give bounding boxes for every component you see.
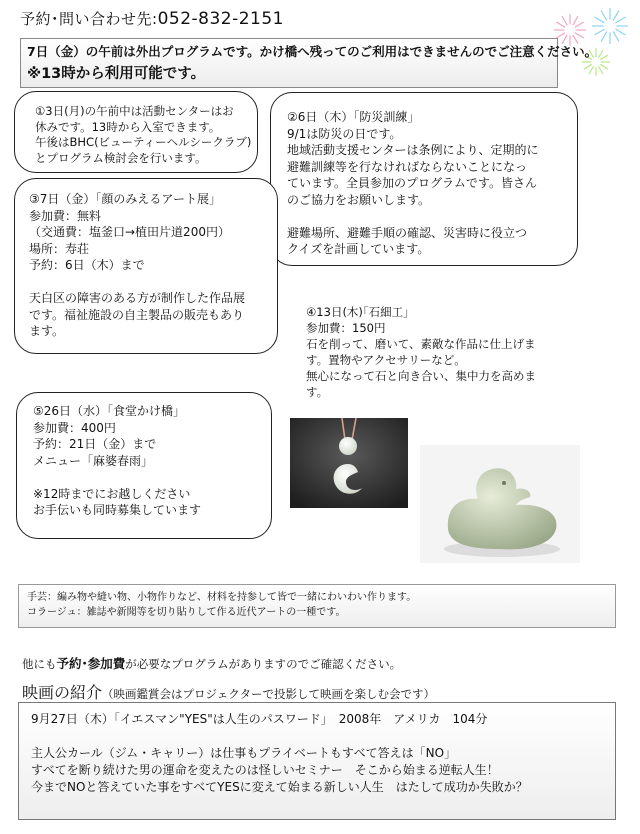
event-1-line: 午後はBHC(ビューティーヘルシークラブ) xyxy=(35,135,252,149)
event-2-line: 9/1は防災の日です。 xyxy=(287,126,402,141)
event-5-line: 参加費：400円 xyxy=(33,420,116,435)
movie-heading-title: 映画の紹介 xyxy=(22,683,103,702)
event-2-line: 避難訓練等を行なければならないことになっ xyxy=(287,159,528,174)
event-5-line: 予約：21日（金）まで xyxy=(33,437,157,451)
event-5-line xyxy=(33,469,263,486)
event-3-line: 天白区の障害のある方が制作した作品展 xyxy=(29,291,246,305)
movie-line2: 主人公カール（ジム・キャリー）は仕事もプライベートもすべて答えは「NO」 xyxy=(31,746,457,760)
event-2-bubble xyxy=(270,92,578,266)
event-3-line: （交通費：塩釜口→植田片道200円） xyxy=(29,225,230,239)
movie-line4: 今までNOと答えていた事をすべてYESに変えて始まる新しい人生 はたして成功か失敗か？ xyxy=(31,780,528,794)
notes-line2: コラージュ：雑誌や新聞等を切り貼りして作る近代アートの一種です。 xyxy=(27,607,346,618)
event-1-line: 休みです。13時から入室できます。 xyxy=(35,119,221,134)
event-4-title: ④13日(木)｢石細工｣ xyxy=(306,305,409,319)
movie-heading xyxy=(22,680,435,703)
notice-line2: ※13時から利用可能です。 xyxy=(27,66,206,82)
event-3-line: 参加費：無料 xyxy=(29,208,102,223)
event-2-line xyxy=(287,208,567,225)
event-5-title: ⑤26日（水）「食堂かけ橋」 xyxy=(33,404,186,418)
event-4-line: 石を削って、磨いて、素敵な作品に仕上げま xyxy=(306,337,536,351)
event-2-line: 地域活動支援センターは条例により、定期的に xyxy=(287,143,539,157)
event-4-line: 無心になって石と向き合い、集中力を高めま xyxy=(306,369,536,383)
event-4-line: 参加費：150円 xyxy=(306,321,386,335)
event-5-line: メニュー「麻婆春雨」 xyxy=(33,453,154,468)
contact-number: 052-832-2151 xyxy=(157,9,284,29)
event-3-line: 予約：6日（木）まで xyxy=(29,258,145,272)
stone-duck-photo xyxy=(420,445,580,563)
contact-info xyxy=(20,8,284,29)
event-3-title: ③7日（金）「顔のみえるアート展」 xyxy=(29,192,222,206)
event-5-line: ※12時までにお越しください xyxy=(33,486,191,501)
event-4-line: す。置物やアクセサリーなど。 xyxy=(306,353,466,367)
event-4-line: す。 xyxy=(306,385,329,399)
other-suffix: が必要なプログラムがありますのでご確認ください。 xyxy=(125,657,402,671)
event-3-line: ます。 xyxy=(29,324,65,338)
movie-heading-note: （映画鑑賞会はプロジェクターで投影して映画を楽しむ会です） xyxy=(102,687,436,701)
event-3-line: です。福祉施設の自主製品の販売もあり xyxy=(29,307,245,322)
event-2-title: ②6日（木）「防災訓練」 xyxy=(287,110,420,124)
event-2-line: のご協力をお願いします。 xyxy=(287,192,431,207)
movie-line3: すべてを断り続けた男の運命を変えたのは怪しいセミナー そこから始まる逆転人生！ xyxy=(31,763,499,777)
event-5-line: お手伝いも同時募集しています xyxy=(33,503,202,517)
stone-pendant-photo xyxy=(290,418,408,508)
contact-label: 予約･問い合わせ先: xyxy=(20,10,158,28)
movie-box xyxy=(18,702,616,820)
event-3-line xyxy=(29,274,269,291)
event-1-line: ①3日(月)の午前中は活動センターはお xyxy=(35,104,234,118)
other-programs-text xyxy=(22,654,401,672)
notes-line1: 手芸：編み物や縫い物、小物作りなど、材料を持参して皆で一緒にわいわい作ります。 xyxy=(27,592,417,603)
other-prefix: 他にも xyxy=(22,657,57,671)
movie-line1: 9月27日（木）「イエスマン"YES"は人生のパスワード」 2008年 アメリカ 104分 xyxy=(31,712,488,726)
notes-box xyxy=(18,584,616,628)
other-bold: 予約･参加費 xyxy=(56,656,126,671)
event-2-line: クイズを計画しています。 xyxy=(287,242,430,256)
event-3-line: 場所：寿荘 xyxy=(29,241,90,256)
event-2-line: ています。全員参加のプログラムです。皆さん xyxy=(287,176,537,190)
notice-line1: 7日（金）の午前は外出プログラムです。かけ橋へ残ってのご利用はできませんのでご注意ください。 xyxy=(27,44,598,59)
event-1-line: とプログラム検討会を行います。 xyxy=(35,150,207,165)
event-2-line: 避難場所、避難手順の確認、災害時に役立つ xyxy=(287,225,528,240)
event-1-bubble xyxy=(14,91,258,173)
event-3-bubble xyxy=(14,178,278,354)
notice-box xyxy=(20,38,598,88)
event-4-text xyxy=(306,304,536,400)
event-5-bubble xyxy=(16,392,272,539)
